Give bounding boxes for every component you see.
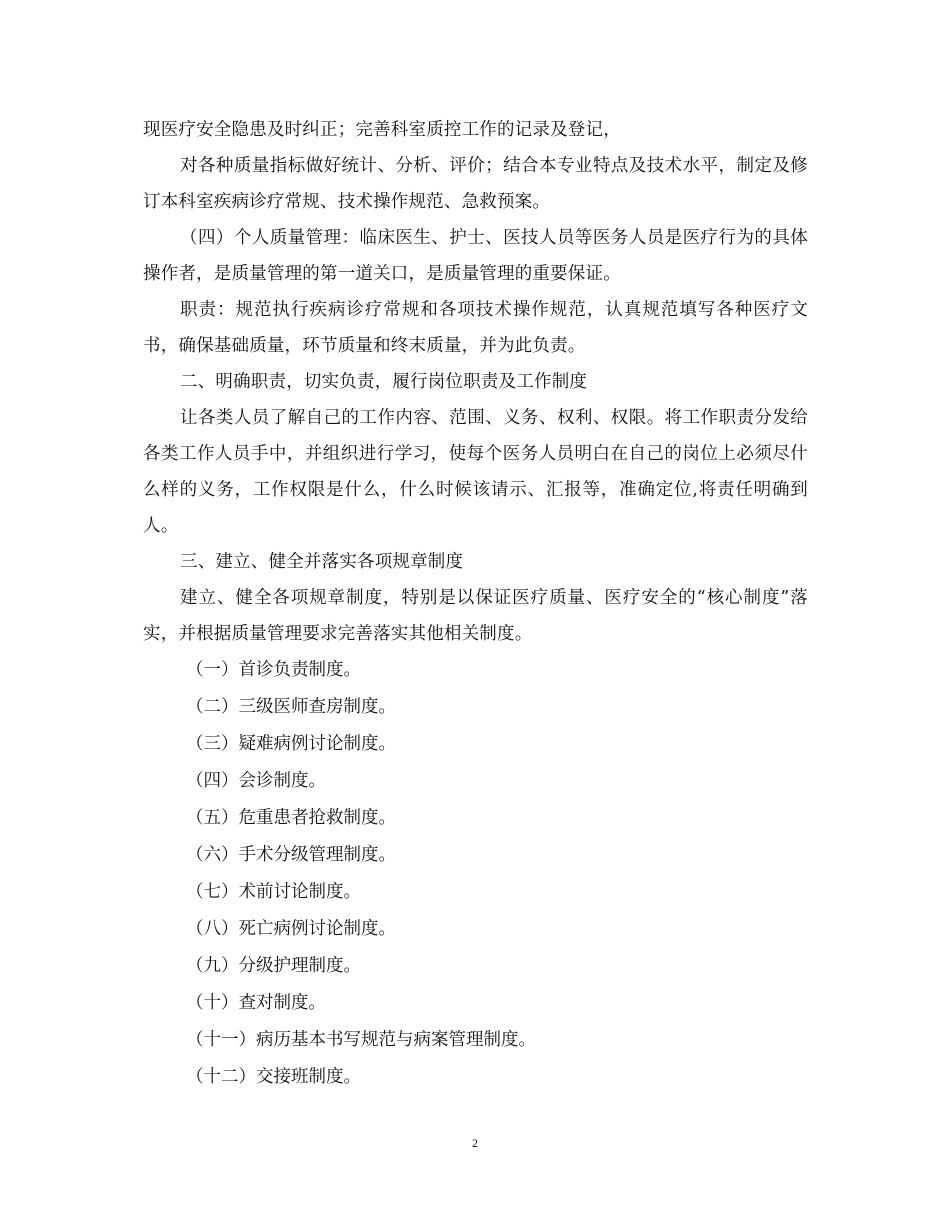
page-number: 2 — [472, 1136, 478, 1150]
section-heading: 二、明确职责，切实负责，履行岗位职责及工作制度 — [180, 372, 588, 392]
section-heading: 三、建立、健全并落实各项规章制度 — [180, 552, 464, 572]
list-item: （九）分级护理制度。 — [186, 956, 361, 976]
paragraph: 建立、健全各项规章制度，特别是以保证医疗质量、医疗安全的“核心制度”落实，并根据质量管理要求完善落实其他相关制度。 — [143, 588, 808, 644]
paragraph: 对各种质量指标做好统计、分析、评价；结合本专业特点及技术水平，制定及修订本科室疾病诊疗常规、技术操作规范、急救预案。 — [143, 156, 808, 212]
paragraph: （四）个人质量管理：临床医生、护士、医技人员等医务人员是医疗行为的具体操作者，是质量管理的第一道关口，是质量管理的重要保证。 — [143, 228, 808, 284]
list-item: （十一）病历基本书写规范与病案管理制度。 — [186, 1030, 536, 1050]
list-item: （十二）交接班制度。 — [186, 1067, 361, 1087]
list-item: （五）危重患者抢救制度。 — [186, 808, 396, 828]
list-item: （四）会诊制度。 — [186, 771, 326, 791]
list-item: （三）疑难病例讨论制度。 — [186, 734, 396, 754]
list-item: （六）手术分级管理制度。 — [186, 845, 396, 865]
document-body — [143, 112, 808, 1096]
list-item: （一）首诊负责制度。 — [186, 660, 361, 680]
list-item: （十）查对制度。 — [186, 993, 326, 1013]
list-item: （七）术前讨论制度。 — [186, 882, 361, 902]
paragraph: 让各类人员了解自己的工作内容、范围、义务、权利、权限。将工作职责分发给各类工作人员手中，并组织进行学习，使每个医务人员明白在自己的岗位上必须尽什么样的义务，工作权限是什么，什么时候该请示、汇报等，准确定位,将责任明确到人。 — [143, 408, 808, 536]
list-item: （二）三级医师查房制度。 — [186, 697, 396, 717]
paragraph: 职责：规范执行疾病诊疗常规和各项技术操作规范，认真规范填写各种医疗文书，确保基础质量，环节质量和终末质量，并为此负责。 — [143, 300, 808, 356]
paragraph: 现医疗安全隐患及时纠正；完善科室质控工作的记录及登记， — [143, 120, 621, 140]
list-item: （八）死亡病例讨论制度。 — [186, 919, 396, 939]
regulation-list — [143, 652, 808, 1096]
